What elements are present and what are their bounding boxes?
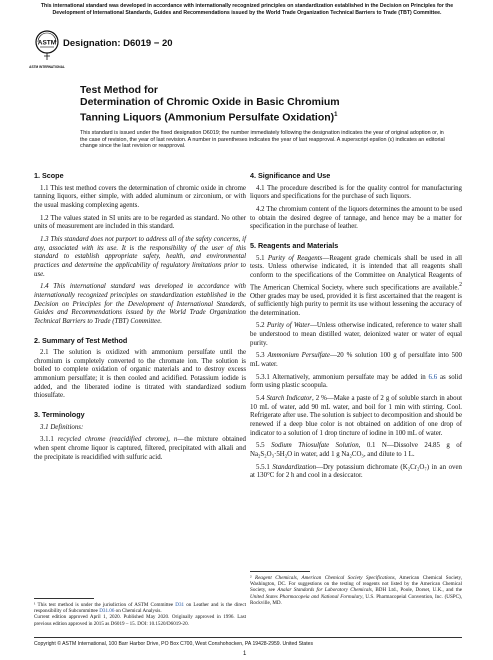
section-terminology-heading: 3. Terminology	[34, 410, 85, 420]
para-1-3: 1.3 This standard does not purport to address all of the safety concerns, if any, associated with its use. It is the responsibility of the user of this standard to establish appropriate safety, health, and environmental practices and determine the applicability of regulatory limitations prior to use.	[34, 235, 246, 278]
para-1-4: 1.4 This international standard was developed in accordance with internationally recognized principles on standardization established in the Decision on Principles for the Development of International Standards, Guides and Recommendations issued by the World Trade Organization Technical Barriers to Trade (TBT) Committee.	[34, 283, 246, 325]
title-line-1: Test Method for	[80, 84, 158, 96]
astm-logo-icon	[29, 30, 65, 74]
copyright-footer: Copyright © ASTM International, 100 Barr Harbor Drive, PO Box C700, West Conshohocken, PA 19428-2959. United States	[34, 641, 314, 647]
title-block	[80, 84, 460, 124]
footnote-1: ¹ This test method is under the jurisdiction of ASTM Committee D31 on Leather and is the direct responsibility of Subcommittee D31.06 on Chemical Analysis. Current edition approved April 1, 2020. Published May 2020. Originally approved in 1996. Last previous edition approved in 2015 as D6019 – 15. DOI: 10.1520/D6019-20.	[34, 602, 246, 627]
section-reagents-heading: 5. Reagents and Materials	[250, 240, 339, 250]
section-scope-heading: 1. Scope	[34, 171, 64, 180]
designation: Designation: D6019 − 20	[63, 38, 173, 49]
page-number: 1	[243, 651, 247, 657]
para-5-2: 5.2 Purity of Water—Unless otherwise indicated, reference to water shall be understood to mean distilled water, deionized water or water of equal purity.	[250, 322, 462, 347]
title-footnote-ref[interactable]: 1	[334, 111, 338, 118]
footer-rule	[34, 637, 462, 638]
section-summary-heading: 2. Summary of Test Method	[34, 335, 128, 345]
para-5-3: 5.3 Ammonium Persulfate—20 % solution 100 g of persulfate into 500 mL water.	[250, 352, 462, 369]
title-line-2: Determination of Chromic Oxide in Basic Chromium	[80, 96, 340, 108]
committee-d31-link[interactable]: D31	[175, 602, 185, 608]
para-5-1: 5.1 Purity of Reagents—Reagent grade chemicals shall be used in all tests. Unless otherwise indicated, it is intended that all reagents shall conform to the specifications of the Committee on Analytical Reagents of The American Chemical Society, where such specifications are available.$^2$ Other grades may be used, provided it is first ascertained that the reagent is of sufficiently high purity to permit its use without lessening the accuracy of the determination.	[250, 254, 462, 317]
para-5-5-1: 5.5.1 Standardization—Dry potassium dichromate (K₂Cr₂O₇) in an oven at 130°C for 2 h and cool in a desiccator.	[250, 463, 462, 480]
para-5-4: 5.4 Starch Indicator, 2 %—Make a paste of 2 g of soluble starch in about 10 mL of water, add 90 mL water, and boil for 1 min with stirring. Cool. Refrigerate after use. The solution is subject to decomposition and should be renewed if a deep blue color is not obtained on addition of one drop of indicator to a solution of 1 drop tincture of iodine in 100 mL of water.	[250, 395, 462, 437]
para-3-1-1: 3.1.1 recycled chrome (reacidified chrome), n—the mixture obtained when spent chrome liquor is captured, filtered, precipitated with alkali and the precipitate is reacidified with sulfuric acid.	[34, 436, 246, 461]
right-column	[250, 172, 462, 485]
title-line-3: Tanning Liquors (Ammonium Persulfate Oxidation)$^1$	[80, 111, 338, 123]
wto-notice: This international standard was developed in accordance with internationally recognized principles on standardization established in the Decision on Principles for the Development of International Standards, Guides and Recommendations issued by the World Trade Organization Technical Barriers to Trade (TBT) Committee.	[40, 3, 454, 16]
footnote-rule-right	[250, 571, 310, 572]
section-6-6-link[interactable]: 6.6	[428, 373, 438, 381]
section-significance-heading: 4. Significance and Use	[250, 171, 331, 180]
para-2-1: 2.1 The solution is oxidized with ammonium persulfate until the chromium is completely converted to the chromate ion. The solution is boiled to complete oxidation of organic materials and to destroy excess ammonium persulfate; it is then cooled and acidified. Potassium iodide is added, and the liberated iodine is titrated with standardized sodium thiosulfate.	[34, 349, 246, 400]
logo-text: ASTM INTERNATIONAL	[29, 65, 65, 69]
footnote-2: ² Reagent Chemicals, American Chemical Society Specifications, American Chemical Society, Washington, DC. For suggestions on the testing of reagents not listed by the American Chemical Society, see Analar Standards for Laboratory Chemicals, BDH Ltd., Poole, Dorset, U.K., and the United States Pharmacopeia and National Formulary, U.S. Pharmacopeial Convention, Inc. (USPC), Rockville, MD.	[250, 575, 462, 606]
para-4-2: 4.2 The chromium content of the liquors determines the amount to be used to obtain the desired degree of tannage, and hence may be a matter for specification in the purchase of leather.	[250, 205, 462, 231]
left-column	[34, 172, 246, 466]
para-1-2: 1.2 The values stated in SI units are to be regarded as standard. No other units of measurement are included in this standard.	[34, 214, 246, 231]
para-5-3-1: 5.3.1 Alternatively, ammonium persulfate may be added in 6.6 as solid form using plastic scoopula.	[250, 373, 462, 390]
para-4-1: 4.1 The procedure described is for the quality control for manufacturing liquors and specifications for the purchase of such liquors.	[250, 184, 462, 201]
para-3-1: 3.1 Definitions:	[40, 423, 84, 431]
footnote-rule-left	[34, 598, 94, 599]
svg-text:ASTM: ASTM	[37, 39, 57, 47]
issued-statement: This standard is issued under the fixed designation D6019; the number immediately following the designation indicates the year of original adoption or, in the case of revision, the year of last revision. A number in parentheses indicates the year of last reapproval. A superscript epsilon (ε) indicates an editorial change since the last revision or reapproval.	[80, 130, 445, 150]
subcommittee-d31-06-link[interactable]: D31.06	[99, 608, 115, 615]
para-5-5: 5.5 Sodium Thiosulfate Solution, 0.1 N—Dissolve 24.85 g of Na₂S₂O₃·5H₂O in water, add 1 g Na₂CO₃, and dilute to 1 L.	[250, 442, 462, 459]
footnote-2-ref[interactable]: 2	[459, 281, 462, 288]
para-1-1: 1.1 This test method covers the determination of chromic oxide in chrome tanning liquors, either simple, with added aluminum or zirconium, or with the usual masking complexing agents.	[34, 184, 246, 209]
